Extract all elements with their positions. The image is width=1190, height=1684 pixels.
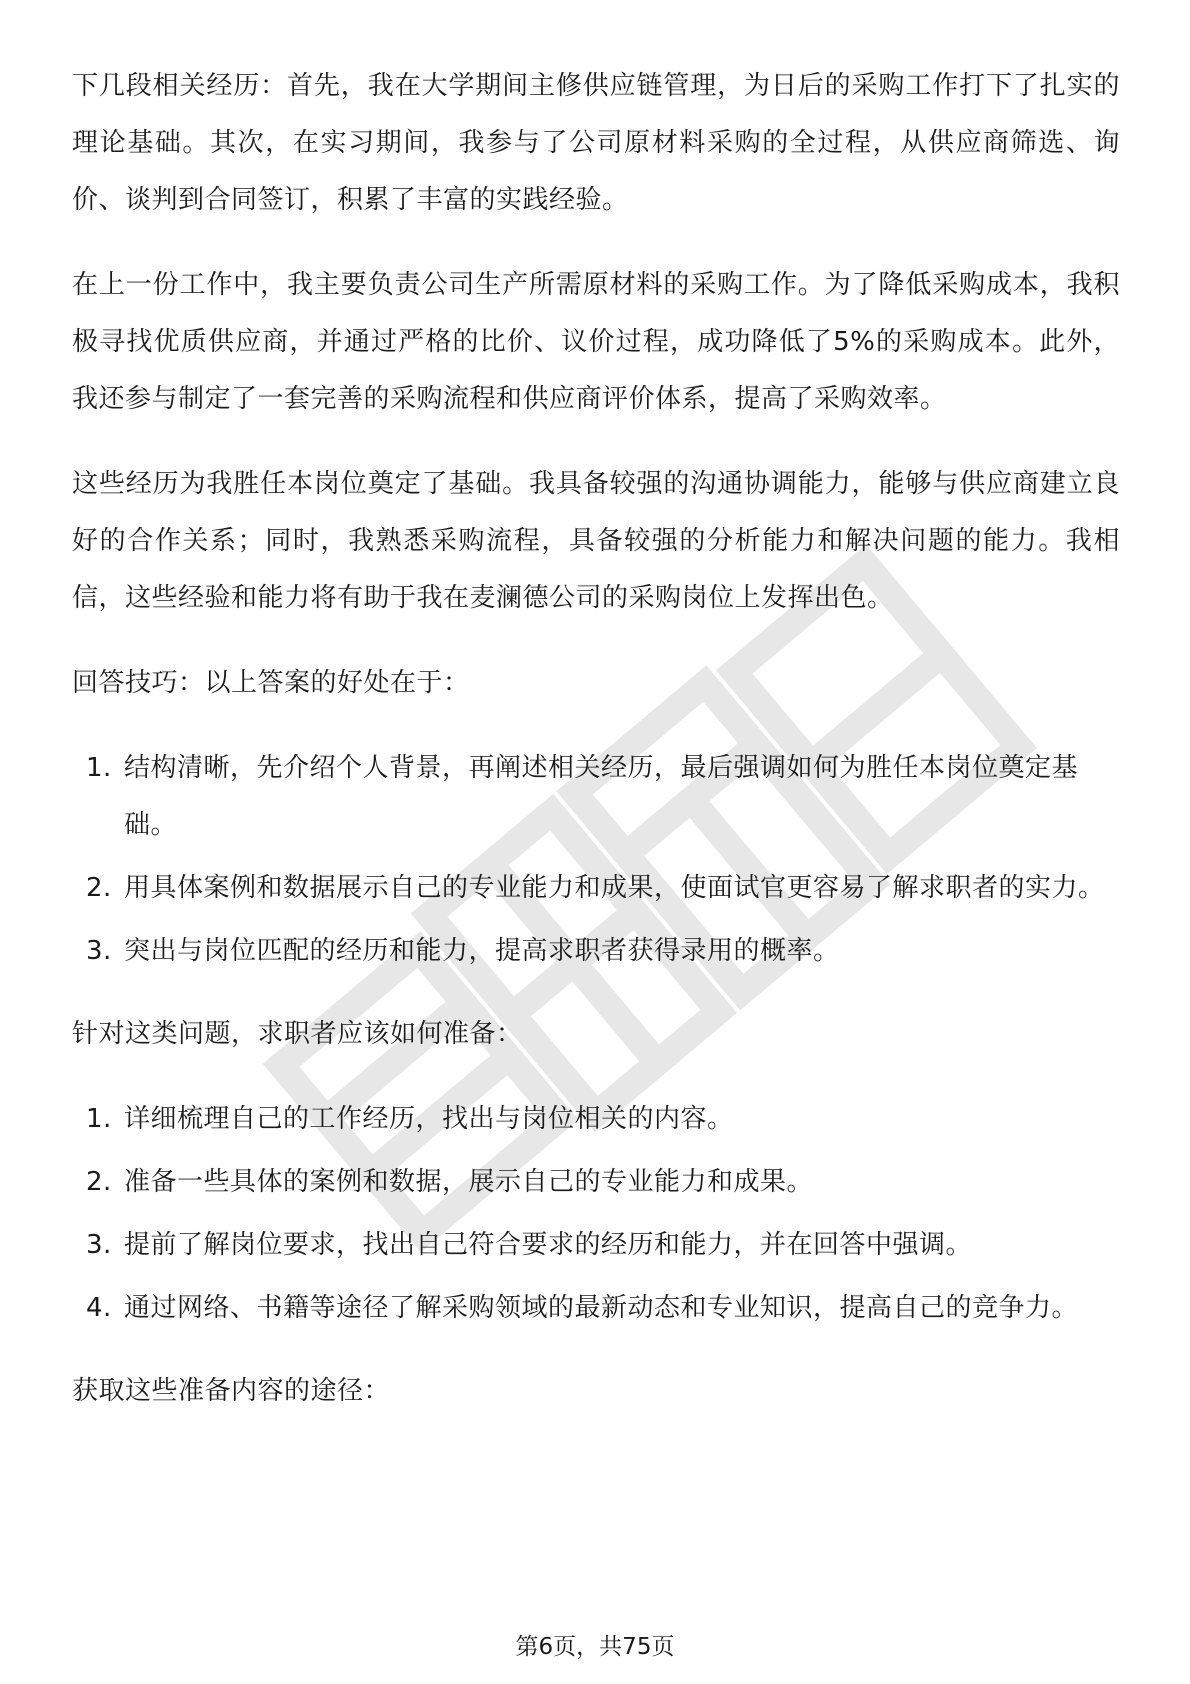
list-text: 用具体案例和数据展示自己的专业能力和成果，使面试官更容易了解求职者的实力。 [124,873,1105,903]
list-text: 提前了解岗位要求，找出自己符合要求的经历和能力，并在回答中强调。 [124,1230,973,1260]
list-number: 4. [86,1293,112,1323]
list-text: 通过网络、书籍等途径了解采购领域的最新动态和专业知识，提高自己的竞争力。 [124,1293,1079,1323]
document-body [72,58,1120,1448]
list-item [72,1154,1120,1211]
list-number: 1. [86,753,112,783]
paragraph-previous-job: 在上一份工作中，我主要负责公司生产所需原材料的采购工作。为了降低采购成本，我积极寻找优质供应商，并通过严格的比价、议价过程，成功降低了5%的采购成本。此外，我还参与制定了一套完善的采购流程和供应商评价体系，提高了采购效率。 [72,270,1120,414]
page-number: 第6页，共75页 [515,1634,675,1660]
tips-heading: 回答技巧：以上答案的好处在于： [72,668,470,698]
paragraph-experience-intro: 下几段相关经历：首先，我在大学期间主修供应链管理，为日后的采购工作打下了扎实的理论基础。其次，在实习期间，我参与了公司原材料采购的全过程，从供应商筛选、询价、谈判到合同签订，积累了丰富的实践经验。 [72,71,1120,215]
list-number: 3. [86,936,112,966]
list-text: 详细梳理自己的工作经历，找出与岗位相关的内容。 [124,1104,734,1134]
list-item [72,1091,1120,1148]
list-number: 2. [86,1167,112,1197]
list-text: 结构清晰，先介绍个人背景，再阐述相关经历，最后强调如何为胜任本岗位奠定基础。 [124,753,1079,840]
prep-heading: 针对这类问题，求职者应该如何准备： [72,1019,523,1049]
list-item [72,1280,1120,1337]
tips-list [72,740,1120,980]
list-item [72,740,1120,854]
list-item [72,923,1120,980]
prep-list [72,1091,1120,1337]
list-number: 1. [86,1104,112,1134]
list-number: 3. [86,1230,112,1260]
list-text: 准备一些具体的案例和数据，展示自己的专业能力和成果。 [124,1167,814,1197]
list-text: 突出与岗位匹配的经历和能力，提高求职者获得录用的概率。 [124,936,840,966]
list-item [72,1217,1120,1274]
paragraph-qualifications: 这些经历为我胜任本岗位奠定了基础。我具备较强的沟通协调能力，能够与供应商建立良好的合作关系；同时，我熟悉采购流程，具备较强的分析能力和解决问题的能力。我相信，这些经验和能力将有助于我在麦澜德公司的采购岗位上发挥出色。 [72,469,1120,613]
sources-heading: 获取这些准备内容的途径： [72,1376,391,1406]
list-item [72,860,1120,917]
list-number: 2. [86,873,112,903]
